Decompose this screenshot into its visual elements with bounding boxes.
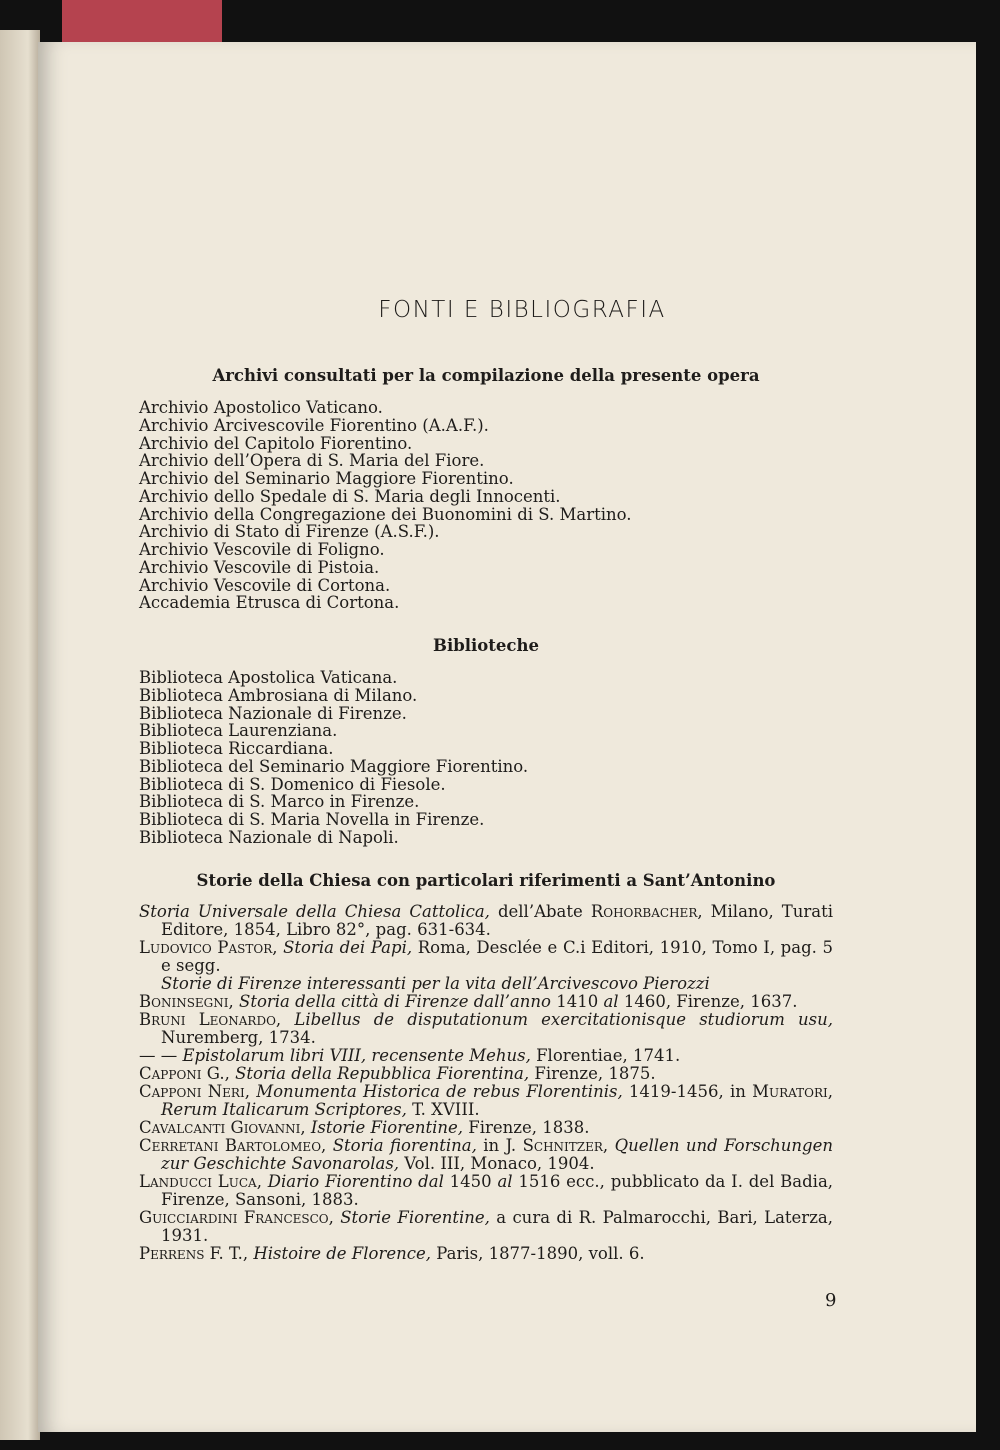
citation-text: in J. (476, 1136, 523, 1155)
bibliography-entry (139, 1173, 833, 1209)
list-item: Biblioteca di S. Domenico di Fiesole. (139, 774, 446, 794)
title-text: al (497, 1172, 513, 1191)
list-item: Biblioteca Nazionale di Firenze. (139, 703, 407, 723)
bibliography-entry (139, 1119, 833, 1137)
title-text: al (603, 992, 619, 1011)
list-item: Biblioteca Nazionale di Napoli. (139, 827, 399, 847)
citation-text: , (328, 1208, 341, 1227)
citation-text: 1410 (550, 992, 604, 1011)
list-item: Archivio Vescovile di Foligno. (139, 540, 385, 559)
list-item: Biblioteca di S. Marco in Firenze. (139, 792, 420, 812)
archives-heading: Archivi consultati per la compilazione della presente opera (212, 366, 760, 385)
author-name: Capponi G. (139, 1064, 225, 1083)
author-name: Cavalcanti Giovanni (139, 1118, 301, 1137)
citation-text: Paris, 1877-1890, voll. 6. (431, 1244, 645, 1263)
title-text: Epistolarum libri VIII, recensente Mehus, (182, 1046, 531, 1065)
title-text: Monumenta Historica de rebus Florentinis, (256, 1082, 623, 1101)
list-item: Biblioteca di S. Maria Novella in Firenze. (139, 810, 485, 829)
title-text: Diario Fiorentino dal (267, 1172, 444, 1191)
bibliography-entry (139, 1137, 833, 1173)
citation-text: 1516 ecc., pubblicato da I. del Badia, Firenze, Sansoni, 1883. (161, 1172, 834, 1209)
author-name: Schnitzer (522, 1136, 603, 1155)
citation-text: , (228, 992, 240, 1011)
list-item: Archivio Vescovile di Pistoia. (139, 557, 380, 577)
citation-text: , (602, 1136, 615, 1155)
citation-text: , (256, 1172, 268, 1191)
title-text: Quellen und Forschungen zur Geschichte Savonarolas, (161, 1136, 833, 1173)
title-text: Rerum Italicarum Scriptores, (161, 1100, 407, 1119)
citation-text: , (244, 1082, 257, 1101)
author-name: Cerretani Bartolomeo (139, 1136, 322, 1155)
citation-text: Florentiae, 1741. (530, 1046, 681, 1065)
citation-text: , (272, 938, 284, 957)
histories-heading: Storie della Chiesa con particolari riferimenti a Sant’Antonino (196, 871, 776, 890)
title-text: Storia della Repubblica Fiorentina, (235, 1064, 530, 1083)
citation-text: Vol. III, Monaco, 1904. (399, 1154, 595, 1173)
citation-text: Firenze, 1875. (529, 1064, 656, 1083)
title-text: Storie Fiorentine, (340, 1208, 490, 1227)
title-text: Istorie Fiorentine, (310, 1118, 464, 1137)
author-name: Ludovico Pastor (139, 938, 273, 957)
author-name: Landucci Luca (139, 1172, 257, 1191)
title-text: Storie di Firenze interessanti per la vita dell’Arcivescovo Pierozzi (161, 974, 710, 993)
list-item: Archivio Apostolico Vaticano. (139, 398, 383, 417)
archives-list (139, 399, 833, 612)
list-item: Biblioteca Ambrosiana di Milano. (139, 685, 418, 705)
citation-text: T. XVIII. (406, 1100, 480, 1119)
list-item: Accademia Etrusca di Cortona. (139, 593, 400, 613)
citation-text: , (321, 1136, 333, 1155)
title-text: Storia dei Papi, (283, 938, 413, 957)
list-item: Biblioteca Riccardiana. (139, 739, 334, 758)
bibliography-entry (139, 1083, 833, 1119)
bibliography-entry (139, 1245, 833, 1263)
list-item: Archivio di Stato di Firenze (A.S.F.). (139, 522, 440, 542)
facing-page-edge (0, 30, 40, 1440)
title-text: Histoire de Florence, (253, 1244, 431, 1263)
bibliography-list (139, 903, 833, 1263)
title-text: Libellus de disputationum exercitationisque studiorum usu, (294, 1010, 833, 1029)
list-item: Archivio della Congregazione dei Buonomini di S. Martino. (139, 504, 632, 524)
citation-text: , (275, 1010, 295, 1029)
citation-text: 1450 (443, 1172, 498, 1191)
list-item: Archivio Vescovile di Cortona. (139, 575, 391, 595)
citation-text: , (242, 1244, 254, 1263)
bibliography-entry (139, 903, 833, 939)
libraries-heading: Biblioteche (433, 636, 539, 655)
page-title: FONTI E BIBLIOGRAFIA (378, 297, 666, 323)
citation-text: 1419-1456, in (622, 1082, 753, 1101)
author-name: Guicciardini Francesco (139, 1208, 329, 1227)
citation-text: Roma, Desclée e C.i Editori, 1910, Tomo I, pag. 5 e segg. (161, 938, 834, 975)
citation-text: , (827, 1082, 833, 1101)
author-name: Rohorbacher (590, 902, 698, 921)
book-ribbon (62, 0, 222, 44)
bibliography-entry (139, 1047, 833, 1065)
author-name: Bruni Leonardo (139, 1010, 276, 1029)
citation-text: , (300, 1118, 311, 1137)
bibliography-subheading (139, 975, 833, 993)
citation-text: Nuremberg, 1734. (161, 1028, 316, 1047)
book-page (38, 42, 976, 1432)
citation-text: a cura di R. Palmarocchi, Bari, Laterza, 1931. (161, 1208, 833, 1245)
citation-text: 1460, Firenze, 1637. (618, 992, 798, 1011)
list-item: Archivio Arcivescovile Fiorentino (A.A.F.). (139, 415, 489, 435)
bibliography-entry (139, 1209, 833, 1245)
list-item: Archivio dello Spedale di S. Maria degli Innocenti. (139, 486, 561, 506)
bibliography-entry (139, 1011, 833, 1047)
list-item: Archivio del Capitolo Fiorentino. (139, 433, 413, 453)
list-item: Archivio dell’Opera di S. Maria del Fiore. (139, 451, 485, 471)
citation-text: — — (139, 1046, 183, 1065)
page-number: 9 (825, 1290, 837, 1311)
libraries-list (139, 669, 833, 847)
citation-text: dell’Abate (489, 902, 591, 921)
title-text: Storia fiorentina, (332, 1136, 477, 1155)
list-item: Biblioteca Apostolica Vaticana. (139, 668, 398, 687)
author-name: Perrens F. T. (139, 1244, 243, 1263)
author-name: Capponi Neri (139, 1082, 245, 1101)
author-name: Boninsegni (139, 992, 229, 1011)
bibliography-entry (139, 993, 833, 1011)
bibliography-entry (139, 939, 833, 975)
title-text: Storia Universale della Chiesa Cattolica, (139, 902, 490, 921)
citation-text: Firenze, 1838. (463, 1118, 590, 1137)
citation-text: , Milano, Turati Editore, 1854, Libro 82°, pag. 631-634. (161, 902, 834, 939)
bibliography-entry (139, 1065, 833, 1083)
citation-text: , (224, 1064, 236, 1083)
author-name: Muratori (752, 1082, 828, 1101)
list-item: Biblioteca del Seminario Maggiore Fiorentino. (139, 756, 529, 776)
list-item: Biblioteca Laurenziana. (139, 721, 338, 741)
list-item: Archivio del Seminario Maggiore Fiorentino. (139, 469, 514, 488)
title-text: Storia della città di Firenze dall’anno (239, 992, 551, 1011)
